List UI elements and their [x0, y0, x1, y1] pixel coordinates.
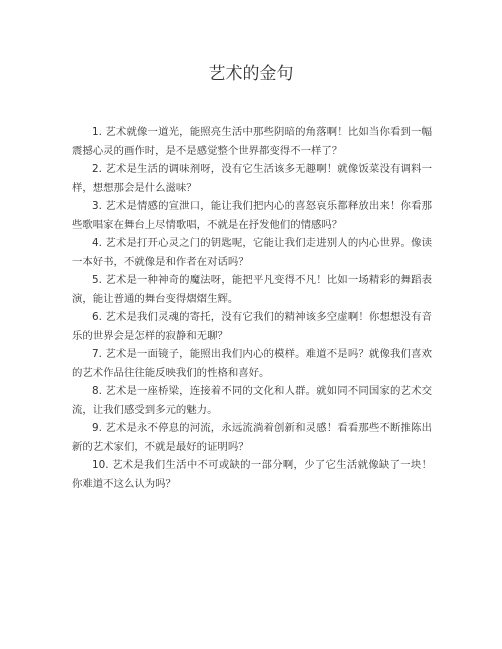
paragraph-4: 4. 艺术是打开心灵之门的钥匙呢，它能让我们走进别人的内心世界。像读一本好书，不就像是和作者在对话吗？: [72, 237, 432, 268]
document-title: 艺术的金句: [208, 64, 294, 84]
document-body: [72, 123, 432, 493]
paragraph-2: 2. 艺术是生活的调味剂呀，没有它生活该多无趣啊！就像饭菜没有调料一样，想想那会是什么滋味？: [72, 163, 432, 194]
paragraph-1: 1. 艺术就像一道光，能照亮生活中那些阴暗的角落啊！比如当你看到一幅震撼心灵的画作时，是不是感觉整个世界都变得不一样了？: [72, 126, 432, 157]
paragraph-8: 8. 艺术是一座桥梁，连接着不同的文化和人群。就如同不同国家的艺术交流，让我们感受到多元的魅力。: [72, 385, 432, 416]
paragraph-6: 6. 艺术是我们灵魂的寄托，没有它我们的精神该多空虚啊！你想想没有音乐的世界会是怎样的寂静和无聊？: [72, 311, 432, 342]
paragraph-5: 5. 艺术是一种神奇的魔法呀，能把平凡变得不凡！比如一场精彩的舞蹈表演，能让普通的舞台变得熠熠生辉。: [72, 274, 432, 305]
paragraph-7: 7. 艺术是一面镜子，能照出我们内心的模样。难道不是吗？就像我们喜欢的艺术作品往往能反映我们的性格和喜好。: [72, 348, 432, 379]
paragraph-10: 10. 艺术是我们生活中不可或缺的一部分啊，少了它生活就像缺了一块！你难道不这么认为吗？: [72, 459, 432, 490]
paragraph-3: 3. 艺术是情感的宣泄口，能让我们把内心的喜怒哀乐都释放出来！你看那些歌唱家在舞台上尽情歌唱，不就是在抒发他们的情感吗？: [72, 200, 432, 231]
paragraph-9: 9. 艺术是永不停息的河流，永远流淌着创新和灵感！看看那些不断推陈出新的艺术家们，不就是最好的证明吗？: [72, 422, 432, 453]
